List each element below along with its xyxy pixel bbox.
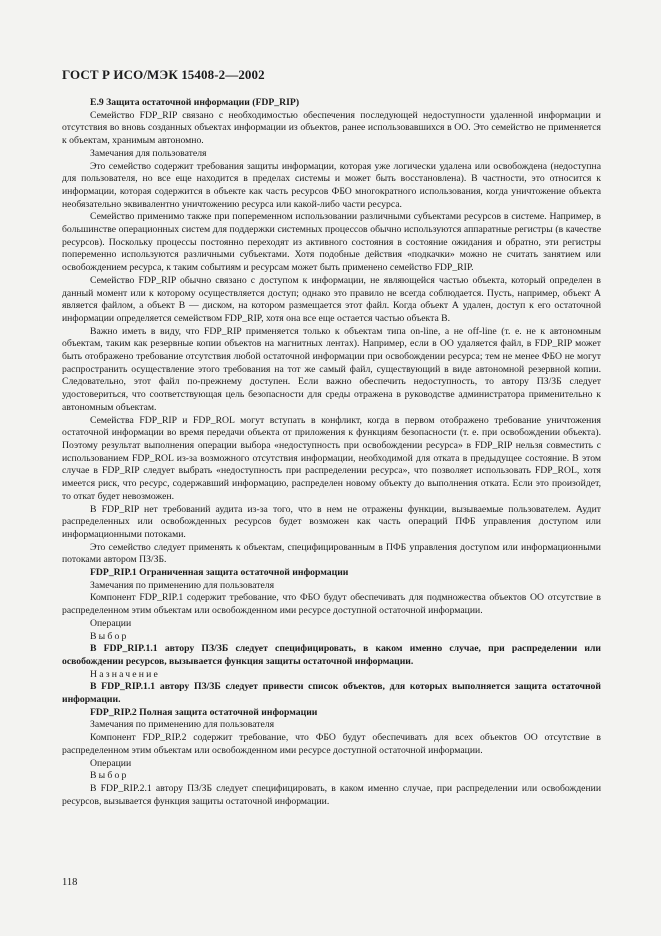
subheading: Замечания для пользователя [90, 147, 207, 159]
body-paragraph: Это семейство следует применять к объектам, специфицированным в ПФБ управления доступом или информационными потоками автором ПЗ/ЗБ. [62, 541, 601, 566]
body-paragraph: Это семейство содержит требования защиты информации, которая уже логически удалена или освобождена (недоступна для пользователя, но все еще находится в пределах системы и может быть восстановлена). В частности, это относится к информации, которая содержится в объекте как часть ресурсов ФБО многократного использования, когда уничтожение объекта необязательно эквивалентно уничтожению ресурса или какой-либо части ресурса. [62, 160, 601, 210]
requirement-paragraph: В FDP_RIP.1.1 автору ПЗ/ЗБ следует привести список объектов, для которых выполняется защита остаточной информации. [62, 681, 601, 706]
document-body [62, 97, 601, 808]
body-paragraph: Компонент FDP_RIP.2 содержит требование, что ФБО будут обеспечивать для всех объектов ОО отсутствие в распределенном этим объектам или освобожденном ими ресурсе доступной остаточной информации. [62, 732, 601, 756]
subheading: Операции [90, 757, 132, 769]
subheading: Назначение [90, 668, 161, 680]
document-header: ГОСТ Р ИСО/МЭК 15408-2—2002 [62, 67, 265, 82]
body-paragraph: Семейства FDP_RIP и FDP_ROL могут вступать в конфликт, когда в первом отображено требование уничтожения остаточной информации во время передачи объекта от приложения к функциям безопасности (т. е. при освобождении объекта). Поэтому результат выполнения операции выбора «недоступность при освобождении ресурса» в FDP_RIP нельзя совместить с использованием FDP_ROL из-за возможного отсутствия информации, необходимой для отката в предыдущее состояние. В этом случае в FDP_RIP следует выбрать «недоступность при распределении ресурса», что позволяет использовать FDP_ROL, хотя имеется риск, что ресурс, содержавший информацию, распределен новому объекту до выполнения отката. Если это произойдет, то откат будет невозможен. [62, 414, 601, 502]
subheading: Выбор [90, 630, 129, 642]
body-paragraph: В FDP_RIP нет требований аудита из-за того, что в нем не отражены функции, вызываемые пользователем. Аудит распределенных или освобожденных ресурсов будет возможен как часть операций ПФБ управления доступом или информационными потоками. [62, 503, 601, 540]
body-paragraph: Компонент FDP_RIP.1 содержит требование, что ФБО будут обеспечивать для подмножества объектов ОО отсутствие в распределенном этим объектам или освобожденном ими ресурсе доступной остаточной информации. [62, 592, 601, 617]
requirement-paragraph: В FDP_RIP.1.1 автору ПЗ/ЗБ следует специфицировать, в каком именно случае, при распределении или освобождении ресурсов, вызывается функция защиты остаточной информации. [62, 643, 601, 667]
component-heading: FDP_RIP.2 Полная защита остаточной информации [90, 706, 318, 718]
body-paragraph: В FDP_RIP.2.1 автору ПЗ/ЗБ следует специфицировать, в каком именно случае, при распределении или освобождении ресурсов, вызывается функция защиты остаточной информации. [62, 782, 601, 807]
subheading: Замечания по применению для пользователя [90, 719, 275, 731]
body-paragraph: Семейство FDP_RIP обычно связано с доступом к информации, не являющейся частью объекта, который определен в данный момент или к которому осуществляется доступ; однако это правило не всегда соблюдается. Пусть, например, объект А является файлом, а объект В — диском, на котором размещается этот файл. Когда объект А удален, доступ к его остаточной информации определяется семейством FDP_RIP, хотя она все еще остается частью объекта В. [62, 274, 601, 324]
subheading: Выбор [90, 770, 129, 782]
subheading: Замечания по применению для пользователя [90, 579, 275, 591]
body-paragraph: Важно иметь в виду, что FDP_RIP применяется только к объектам типа on-line, а не off-line (т. е. не к автономным объектам, таким как резервные копии объектов на магнитных лентах). Например, если в ОО удаляется файл, в FDP_RIP может быть отображено требование отсутствия любой остаточной информации при освобождении ресурса; тем не менее ФБО не могут распространить осуществление этого требования на тот же самый файл, существующий в виде автономной резервной копии. Следовательно, этот файл по-прежнему доступен. Если важно обеспечить недоступность, то автору ПЗ/ЗБ следует удостовериться, что соответствующая цель безопасности для среды отражена в руководстве администратора применительно к автономным объектам. [62, 325, 601, 413]
component-heading: FDP_RIP.1 Ограниченная защита остаточной информации [90, 567, 349, 579]
body-paragraph: Семейство FDP_RIP связано с необходимостью обеспечения последующей недоступности удаленной информации и отсутствия во вновь созданных объектах информации из объектов, ранее использовавшихся в ОО. Это семейство не применяется к объектам, хранимым автономно. [62, 109, 601, 147]
section-heading: E.9 Защита остаточной информации (FDP_RIP) [90, 97, 300, 108]
subheading: Операции [90, 617, 132, 629]
body-paragraph: Семейство применимо также при попеременном использовании различными субъектами ресурсов в системе. Например, в большинстве операционных систем для поддержки системных процессов обычно используются аппаратные регистры (в качестве ресурсов). Поскольку процессы постоянно переходят из активного состояния в состояние ожидания и обратно, эти регистры попеременно используются различными субъектами. Хотя подобные действия «подкачки» можно не считать занятием или освобождением ресурса, к таким событиям и ресурсам может быть применено семейство FDP_RIP. [62, 211, 601, 274]
page-number: 118 [62, 877, 78, 888]
